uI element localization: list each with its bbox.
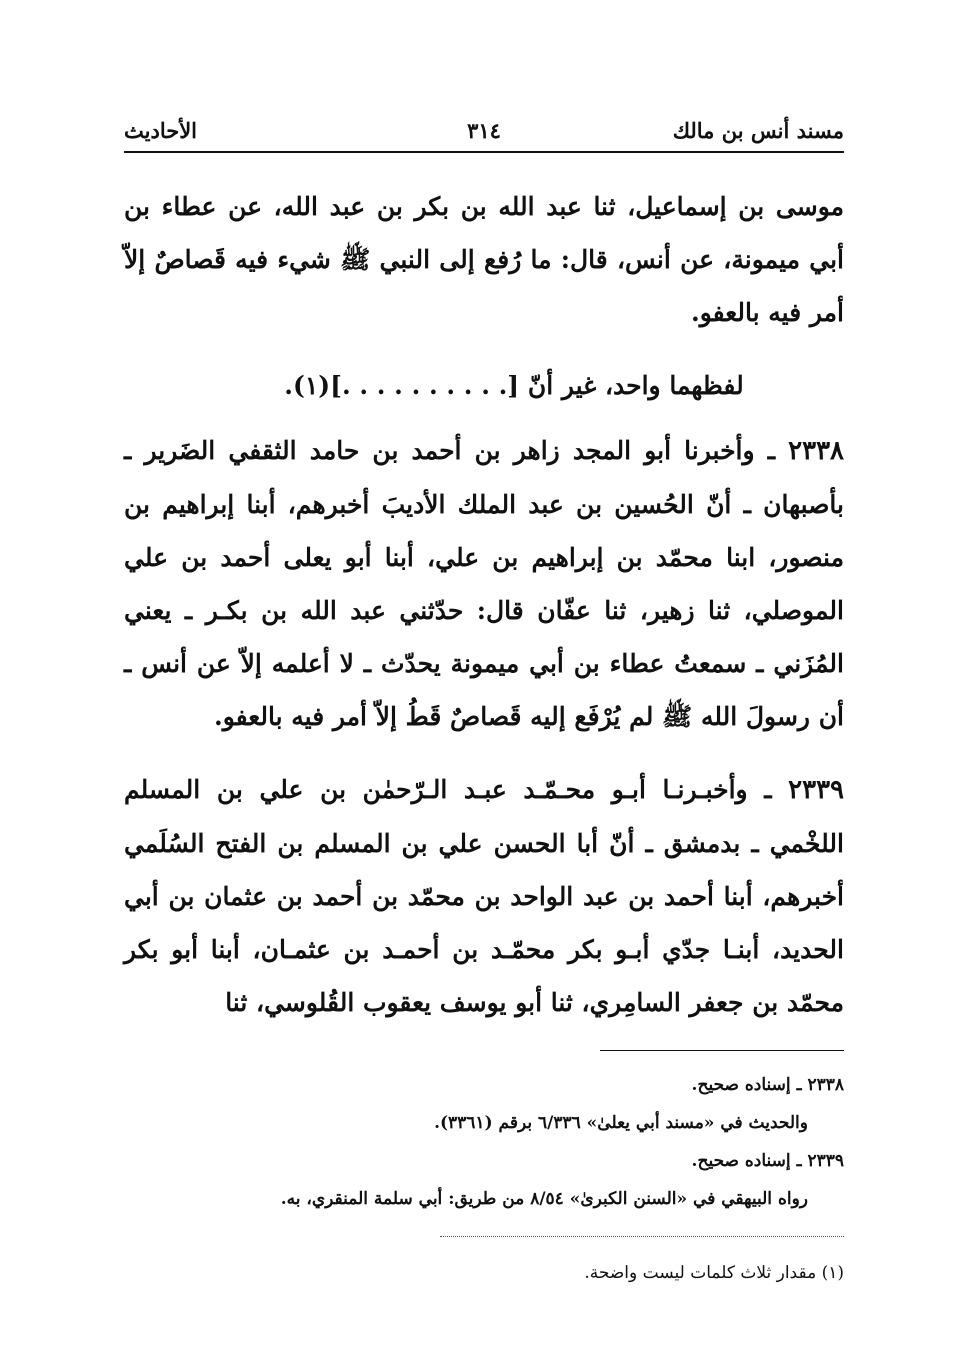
note-line: والحديث في «مسند أبي يعلىٰ» ٦/٣٣٦ برقم (٣٣٦١).: [434, 1113, 808, 1133]
running-header: [124, 112, 844, 152]
hadith-text: ـ وأخبـرنـا أبـو محـمّـد عبـد الـرّحمٰن بن علي بن المسلم اللخْمي ـ بدمشق ـ أنّ أبا الحسن علي بن المسلم بن الفتح السُلَمي أخبرهم، أبنا أحمد بن عبد الواحد بن محمّد بن أحمد بن عثمان بن أبي الحديد، أبنـا جدّي أبـو بكر محمّـد بن أحمـد بن عثمـان، أبنا أبو بكر محمّد بن جعفر السامِري، ثنا أبو يوسف يعقوب القُلوسي، ثنا: [124, 775, 844, 1017]
note-line: رواه البيهقي في «السنن الكبرىٰ» ٨/٥٤ من طريق: أبي سلمة المنقري، به.: [280, 1189, 808, 1209]
hadith-number: ٢٣٣٩: [788, 775, 844, 805]
note-line: ٢٣٣٩ ـ إسناده صحيح.: [691, 1151, 844, 1171]
hadith-text: ـ وأخبرنا أبو المجد زاهر بن أحمد بن حامد الثقفي الضَرير ـ بأصبهان ـ أنّ الحُسين بن عبد الملك الأديبَ أخبرهم، أبنا إبراهيم بن منصور، ابنا محمّد بن إبراهيم بن علي، أبنا أبو يعلى أحمد بن علي الموصلي، ثنا زهير، ثنا عفّان قال: حدّثني عبد الله بن بكـر ـ يعني المُزَني ـ سمعتُ عطاء بن أبي ميمونة يحدّث ـ لا أعلمه إلاّ عن أنس ـ أن رسولَ الله ﷺ لم يُرْفَع إليه قَصاصٌ قَطُ إلاّ أمر فيه بالعفو.: [124, 436, 844, 731]
notes-rule: [600, 1050, 844, 1051]
book-title: مسند أنس بن مالك: [672, 118, 844, 143]
hadith-2339: [124, 763, 844, 1029]
hadith-2338: [124, 424, 844, 743]
hadith-number: ٢٣٣٨: [788, 436, 844, 466]
footnote-rule: [440, 1236, 844, 1237]
paragraph-continuation: موسى بن إسماعيل، ثنا عبد الله بن بكر بن عبد الله، عن عطاء بن أبي ميمونة، عن أنس، قال: ما رُفع إلى النبي ﷺ شيء فيه قَصاصٌ إلاّ أمر فيه بالعفو.: [124, 192, 844, 327]
paragraph-note: لفظهما واحد، غير أنّ [. . . . . . . . . .](١).: [284, 371, 744, 400]
header-rule: [124, 151, 844, 153]
takhrij-notes: [124, 1066, 844, 1218]
footnote: (١) مقدار ثلاث كلمات ليست واضحة.: [584, 1263, 844, 1283]
section-title: الأحاديث: [124, 118, 198, 143]
page-number: ٣١٤: [467, 118, 501, 143]
main-text: [124, 180, 844, 1049]
note-line: ٢٣٣٨ ـ إسناده صحيح.: [691, 1075, 844, 1095]
